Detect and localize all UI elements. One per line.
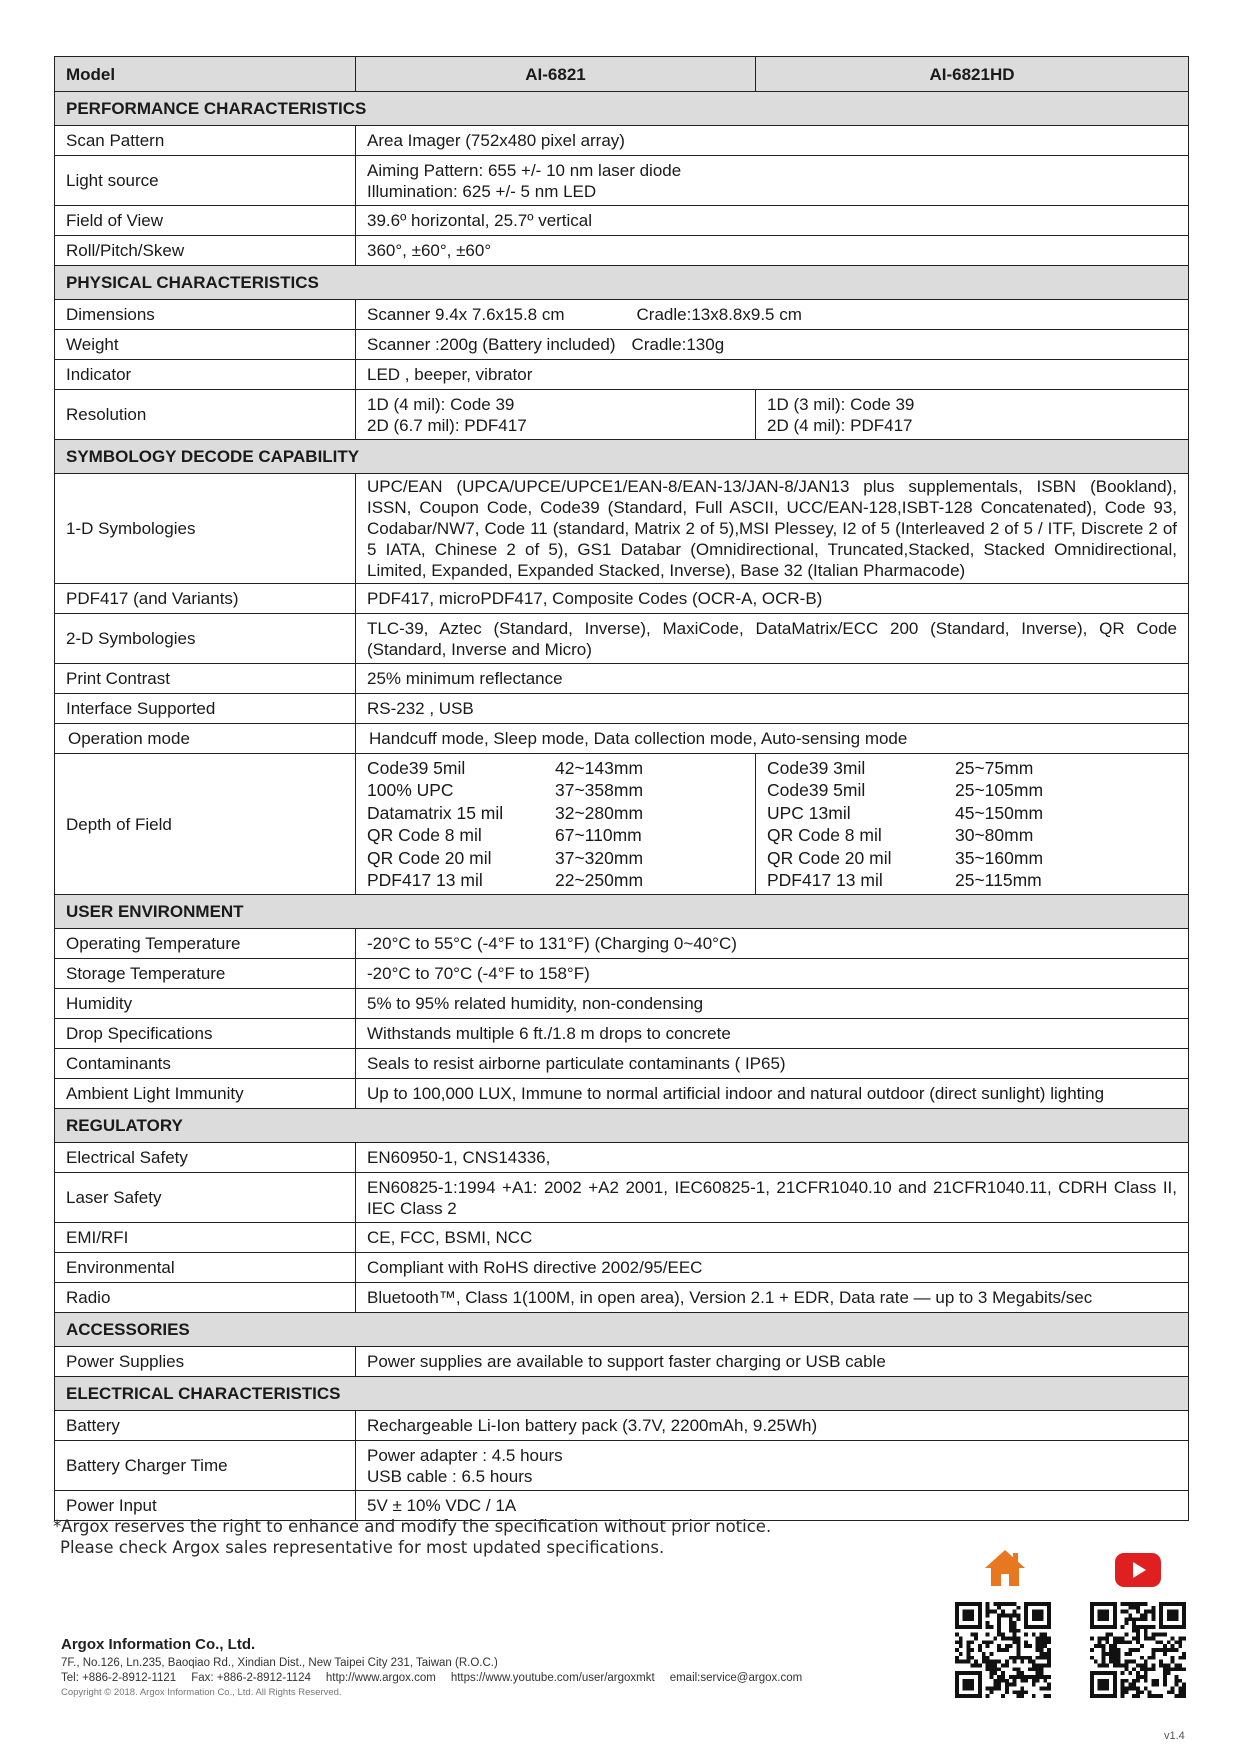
spec-row (55, 474, 1189, 584)
dimensions-cradle: Cradle:13x8.8x9.5 cm (636, 305, 802, 324)
row-label: Operating Temperature (55, 929, 356, 959)
row-value: Bluetooth™, Class 1(100M, in open area), Version 2.1 + EDR, Data rate — up to 3 Megabits/sec (356, 1283, 1189, 1313)
section-symbology: SYMBOLOGY DECODE CAPABILITY (55, 440, 1189, 474)
row-label: Operation mode (55, 724, 356, 754)
youtube-link[interactable]: https://www.youtube.com/user/argoxmkt (450, 1672, 655, 1684)
row-label: Battery (55, 1411, 356, 1441)
section-header (55, 1109, 1189, 1143)
dof-range: 35~160mm (955, 847, 1044, 868)
section-electrical: ELECTRICAL CHARACTERISTICS (55, 1377, 1189, 1411)
dof-code: Datamatrix 15 mil (367, 802, 504, 823)
spec-row (55, 584, 1189, 614)
row-value: 39.6º horizontal, 25.7º vertical (356, 206, 1189, 236)
spec-row (55, 1019, 1189, 1049)
spec-row (55, 1049, 1189, 1079)
dof-range: 37~320mm (555, 847, 644, 868)
row-value: 5V ± 10% VDC / 1A (356, 1491, 1189, 1521)
section-physical: PHYSICAL CHARACTERISTICS (55, 266, 1189, 300)
spec-row (55, 724, 1189, 754)
row-label: Field of View (55, 206, 356, 236)
row-value: 5% to 95% related humidity, non-condensing (356, 989, 1189, 1019)
section-regulatory: REGULATORY (55, 1109, 1189, 1143)
row-value (356, 1441, 1189, 1491)
row-value: Compliant with RoHS directive 2002/95/EEC (356, 1253, 1189, 1283)
spec-row (55, 929, 1189, 959)
resolution-1d: 1D (4 mil): Code 39 (367, 394, 515, 414)
resolution-ai6821 (356, 390, 756, 440)
row-label: 2-D Symbologies (55, 614, 356, 664)
row-label: Scan Pattern (55, 126, 356, 156)
row-label: Weight (55, 330, 356, 360)
dof-range: 25~115mm (955, 870, 1042, 890)
row-label: Radio (55, 1283, 356, 1313)
row-label: PDF417 (and Variants) (55, 584, 356, 614)
row-value (356, 300, 1189, 330)
row-value: Area Imager (752x480 pixel array) (356, 126, 1189, 156)
row-value: RS-232 , USB (356, 694, 1189, 724)
row-value: 360°, ±60°, ±60° (356, 236, 1189, 266)
resolution-2d: 2D (6.7 mil): PDF417 (367, 415, 527, 435)
model-ai6821hd: AI-6821HD (756, 57, 1189, 92)
section-accessories: ACCESSORIES (55, 1313, 1189, 1347)
spec-row (55, 1253, 1189, 1283)
spec-row (55, 959, 1189, 989)
dof-code: 100% UPC (367, 780, 454, 800)
model-header-row (55, 57, 1189, 92)
row-label: Electrical Safety (55, 1143, 356, 1173)
row-value: CE, FCC, BSMI, NCC (356, 1223, 1189, 1253)
disclaimer-line: *Argox reserves the right to enhance and modify the specification without prior notice. (53, 1517, 772, 1536)
section-header (55, 1377, 1189, 1411)
spec-row (55, 156, 1189, 206)
charger-adapter: Power adapter : 4.5 hours (367, 1445, 563, 1465)
row-label: Storage Temperature (55, 959, 356, 989)
company-name: Argox Information Co., Ltd. (61, 1636, 256, 1653)
resolution-2d: 2D (4 mil): PDF417 (767, 415, 913, 435)
dof-code: Code39 5mil (767, 780, 866, 800)
section-header (55, 92, 1189, 126)
row-label: Contaminants (55, 1049, 356, 1079)
row-value: Up to 100,000 LUX, Immune to normal artificial indoor and natural outdoor (direct sunlight) lighting (356, 1079, 1189, 1109)
spec-row (55, 360, 1189, 390)
section-header (55, 895, 1189, 929)
dimensions-scanner: Scanner 9.4x 7.6x15.8 cm (367, 305, 565, 324)
dof-code: QR Code 20 mil (367, 847, 492, 868)
row-value: Handcuff mode, Sleep mode, Data collection mode, Auto-sensing mode (356, 724, 1189, 754)
row-label: EMI/RFI (55, 1223, 356, 1253)
resolution-ai6821hd (756, 390, 1189, 440)
website-link[interactable]: http://www.argox.com (325, 1672, 436, 1684)
spec-table (54, 56, 1189, 1521)
qr-code-youtube (1090, 1602, 1186, 1698)
section-user-environment: USER ENVIRONMENT (55, 895, 1189, 929)
spec-row (55, 126, 1189, 156)
dof-code: QR Code 20 mil (767, 847, 892, 868)
row-label: Ambient Light Immunity (55, 1079, 356, 1109)
spec-row (55, 614, 1189, 664)
phone-number: Tel: +886-2-8912-1121 (61, 1672, 177, 1684)
dof-range: 25~105mm (955, 780, 1044, 800)
row-label: Drop Specifications (55, 1019, 356, 1049)
model-label: Model (55, 57, 356, 92)
spec-row (55, 330, 1189, 360)
spec-row (55, 989, 1189, 1019)
dof-code: QR Code 8 mil (767, 825, 882, 845)
dof-code: PDF417 13 mil (767, 870, 883, 890)
row-value: -20°C to 70°C (-4°F to 158°F) (356, 959, 1189, 989)
row-label: 1-D Symbologies (55, 474, 356, 584)
youtube-icon[interactable] (1115, 1553, 1161, 1587)
company-footer (61, 1636, 817, 1700)
row-label: Light source (55, 156, 356, 206)
spec-row (55, 694, 1189, 724)
row-value: PDF417, microPDF417, Composite Codes (OCR-A, OCR-B) (356, 584, 1189, 614)
dof-code: Code39 5mil (367, 757, 466, 778)
row-value: TLC-39, Aztec (Standard, Inverse), MaxiCode, DataMatrix/ECC 200 (Standard, Inverse), QR Code (Standard, Inverse and Micro) (356, 614, 1189, 664)
email-link[interactable]: email:service@argox.com (669, 1672, 803, 1684)
row-label: Humidity (55, 989, 356, 1019)
row-value: EN60950-1, CNS14336, (356, 1143, 1189, 1173)
row-label: Print Contrast (55, 664, 356, 694)
row-value (356, 330, 1189, 360)
resolution-1d: 1D (3 mil): Code 39 (767, 394, 915, 414)
section-performance: PERFORMANCE CHARACTERISTICS (55, 92, 1189, 126)
row-value: Rechargeable Li-Ion battery pack (3.7V, 2200mAh, 9.25Wh) (356, 1411, 1189, 1441)
disclaimer (53, 1516, 771, 1558)
spec-row (55, 1079, 1189, 1109)
light-illumination: Illumination: 625 +/- 5 nm LED (367, 181, 597, 201)
dof-range: 37~358mm (555, 780, 644, 800)
row-label: Indicator (55, 360, 356, 390)
row-label: Interface Supported (55, 694, 356, 724)
dof-ai6821 (356, 754, 756, 895)
spec-row (55, 1173, 1189, 1223)
spec-row (55, 236, 1189, 266)
fax-number: Fax: +886-2-8912-1124 (191, 1672, 311, 1684)
spec-row (55, 1143, 1189, 1173)
company-contact (61, 1671, 817, 1686)
spec-row (55, 390, 1189, 440)
spec-row (55, 300, 1189, 330)
dof-code: QR Code 8 mil (367, 825, 482, 845)
row-value: Seals to resist airborne particulate contaminants ( IP65) (356, 1049, 1189, 1079)
row-value: 25% minimum reflectance (356, 664, 1189, 694)
copyright: Copyright © 2018. Argox Information Co., Ltd. All Rights Reserved. (61, 1687, 342, 1698)
spec-row (55, 1347, 1189, 1377)
row-value: -20°C to 55°C (-4°F to 131°F) (Charging 0~40°C) (356, 929, 1189, 959)
dof-range: 42~143mm (555, 757, 644, 778)
dof-range: 67~110mm (555, 825, 642, 845)
row-label: Power Supplies (55, 1347, 356, 1377)
row-label: Power Input (55, 1491, 356, 1521)
dof-code: PDF417 13 mil (367, 870, 483, 890)
spec-row (55, 754, 1189, 895)
row-value: Power supplies are available to support faster charging or USB cable (356, 1347, 1189, 1377)
row-label: Laser Safety (55, 1173, 356, 1223)
spec-row (55, 1283, 1189, 1313)
dof-range: 45~150mm (955, 802, 1044, 823)
dof-ai6821hd (756, 754, 1189, 895)
dof-range: 32~280mm (555, 802, 644, 823)
spec-row (55, 1223, 1189, 1253)
version-label: v1.4 (1164, 1730, 1185, 1742)
section-header (55, 1313, 1189, 1347)
weight-scanner: Scanner :200g (Battery included) (367, 335, 616, 354)
section-header (55, 266, 1189, 300)
row-label: Depth of Field (55, 754, 356, 895)
row-label: Roll/Pitch/Skew (55, 236, 356, 266)
disclaimer-line: Please check Argox sales representative for most updated specifications. (60, 1538, 665, 1557)
model-ai6821: AI-6821 (356, 57, 756, 92)
charger-usb: USB cable : 6.5 hours (367, 1466, 533, 1486)
section-header (55, 440, 1189, 474)
row-label: Dimensions (55, 300, 356, 330)
row-label: Environmental (55, 1253, 356, 1283)
row-value: LED , beeper, vibrator (356, 360, 1189, 390)
row-value: UPC/EAN (UPCA/UPCE/UPCE1/EAN-8/EAN-13/JAN-8/JAN13 plus supplementals, ISBN (Bookland), ISSN, Coupon Code, Code39 (Standard, Full ASCII, UCC/EAN-128,ISBT-128 Concatenated), Code 93, Codabar/NW7, Code 11 (standard, Matrix 2 of 5),MSI Plessey, I2 of 5 (Interleaved 2 of 5 / ITF, Discrete 2 of 5 IATA, Chinese 2 of 5), GS1 Databar (Omnidirectional, Truncated,Stacked, Stacked Omnidirectional, Limited, Expanded, Expanded Stacked, Inverse), Base 32 (Italian Pharmacode) (356, 474, 1189, 584)
weight-cradle: Cradle:130g (631, 335, 725, 354)
qr-code-website (955, 1602, 1051, 1698)
dof-code: Code39 3mil (767, 757, 866, 778)
row-value (356, 156, 1189, 206)
row-label: Resolution (55, 390, 356, 440)
row-label: Battery Charger Time (55, 1441, 356, 1491)
row-value: EN60825-1:1994 +A1: 2002 +A2 2001, IEC60825-1, 21CFR1040.10 and 21CFR1040.11, CDRH Class II, IEC Class 2 (356, 1173, 1189, 1223)
spec-row (55, 664, 1189, 694)
home-icon[interactable] (983, 1548, 1027, 1588)
spec-row (55, 1441, 1189, 1491)
row-value: Withstands multiple 6 ft./1.8 m drops to concrete (356, 1019, 1189, 1049)
spec-row (55, 1411, 1189, 1441)
dof-code: UPC 13mil (767, 802, 851, 823)
dof-range: 25~75mm (955, 757, 1034, 778)
light-aiming: Aiming Pattern: 655 +/- 10 nm laser diode (367, 160, 682, 180)
company-address: 7F., No.126, Ln.235, Baoqiao Rd., Xindian Dist., New Taipei City 231, Taiwan (R.O.C.) (61, 1657, 498, 1669)
dof-range: 22~250mm (555, 870, 644, 890)
dof-range: 30~80mm (955, 825, 1034, 845)
spec-row (55, 206, 1189, 236)
